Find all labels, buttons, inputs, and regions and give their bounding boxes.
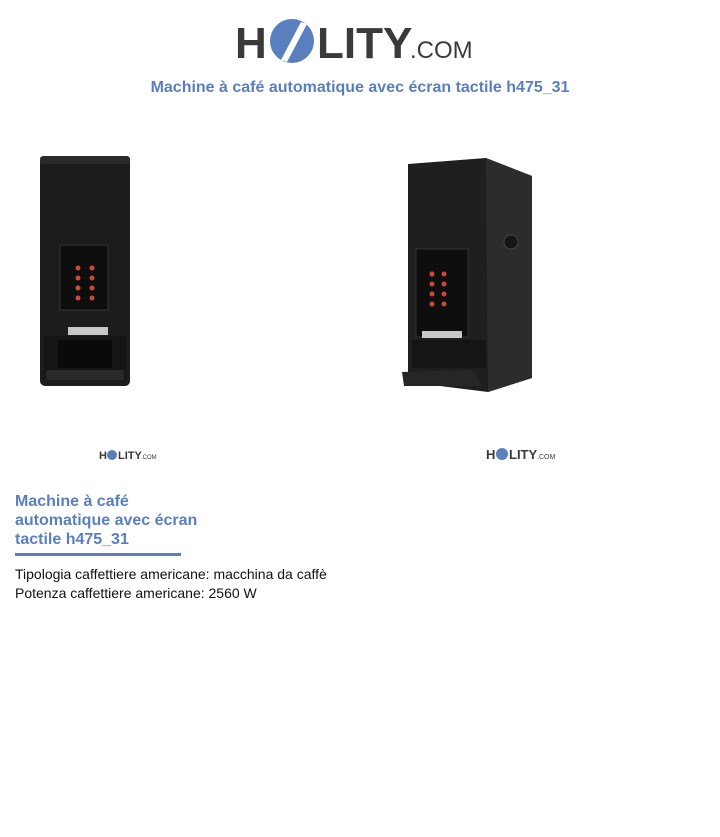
spec-line: Potenza caffettiere americane: 2560 W: [15, 585, 257, 601]
svg-text:LITY: LITY: [509, 447, 538, 462]
holity-small-logo-icon: [99, 448, 155, 462]
svg-text:.COM: .COM: [537, 454, 556, 461]
svg-text:H: H: [99, 450, 107, 462]
holity-small-logo-right: [486, 446, 556, 467]
holity-logo[interactable]: [0, 14, 720, 66]
svg-text:H: H: [486, 447, 496, 462]
svg-text:LITY: LITY: [118, 450, 142, 462]
holity-small-logo-icon: [486, 446, 556, 462]
logo-o-circle-icon: [270, 19, 314, 63]
section-divider: [15, 553, 181, 556]
holity-logo-mark: [235, 14, 485, 66]
coffee-machine-angled-icon: [360, 150, 580, 395]
section-title-line: tactile h475_31: [15, 531, 129, 548]
logo-letters: LITY: [317, 19, 413, 68]
logo-com: .COM: [410, 37, 473, 64]
coffee-machine-front-icon: [0, 150, 200, 395]
section-title-line: Machine à café: [15, 493, 129, 510]
product-section-title: [15, 492, 215, 549]
product-image-front[interactable]: [0, 150, 200, 395]
page-title: Machine à café automatique avec écran tactile h475_31: [150, 79, 570, 96]
product-image-angled[interactable]: [360, 150, 580, 395]
product-specs: [15, 565, 327, 603]
svg-text:.COM: .COM: [141, 455, 157, 461]
spec-line: Tipologia caffettiere americane: macchina da caffè: [15, 566, 327, 582]
logo-letter-h: H: [235, 19, 267, 68]
holity-small-logo-left: [99, 448, 155, 467]
section-title-line: automatique avec écran: [15, 512, 198, 529]
